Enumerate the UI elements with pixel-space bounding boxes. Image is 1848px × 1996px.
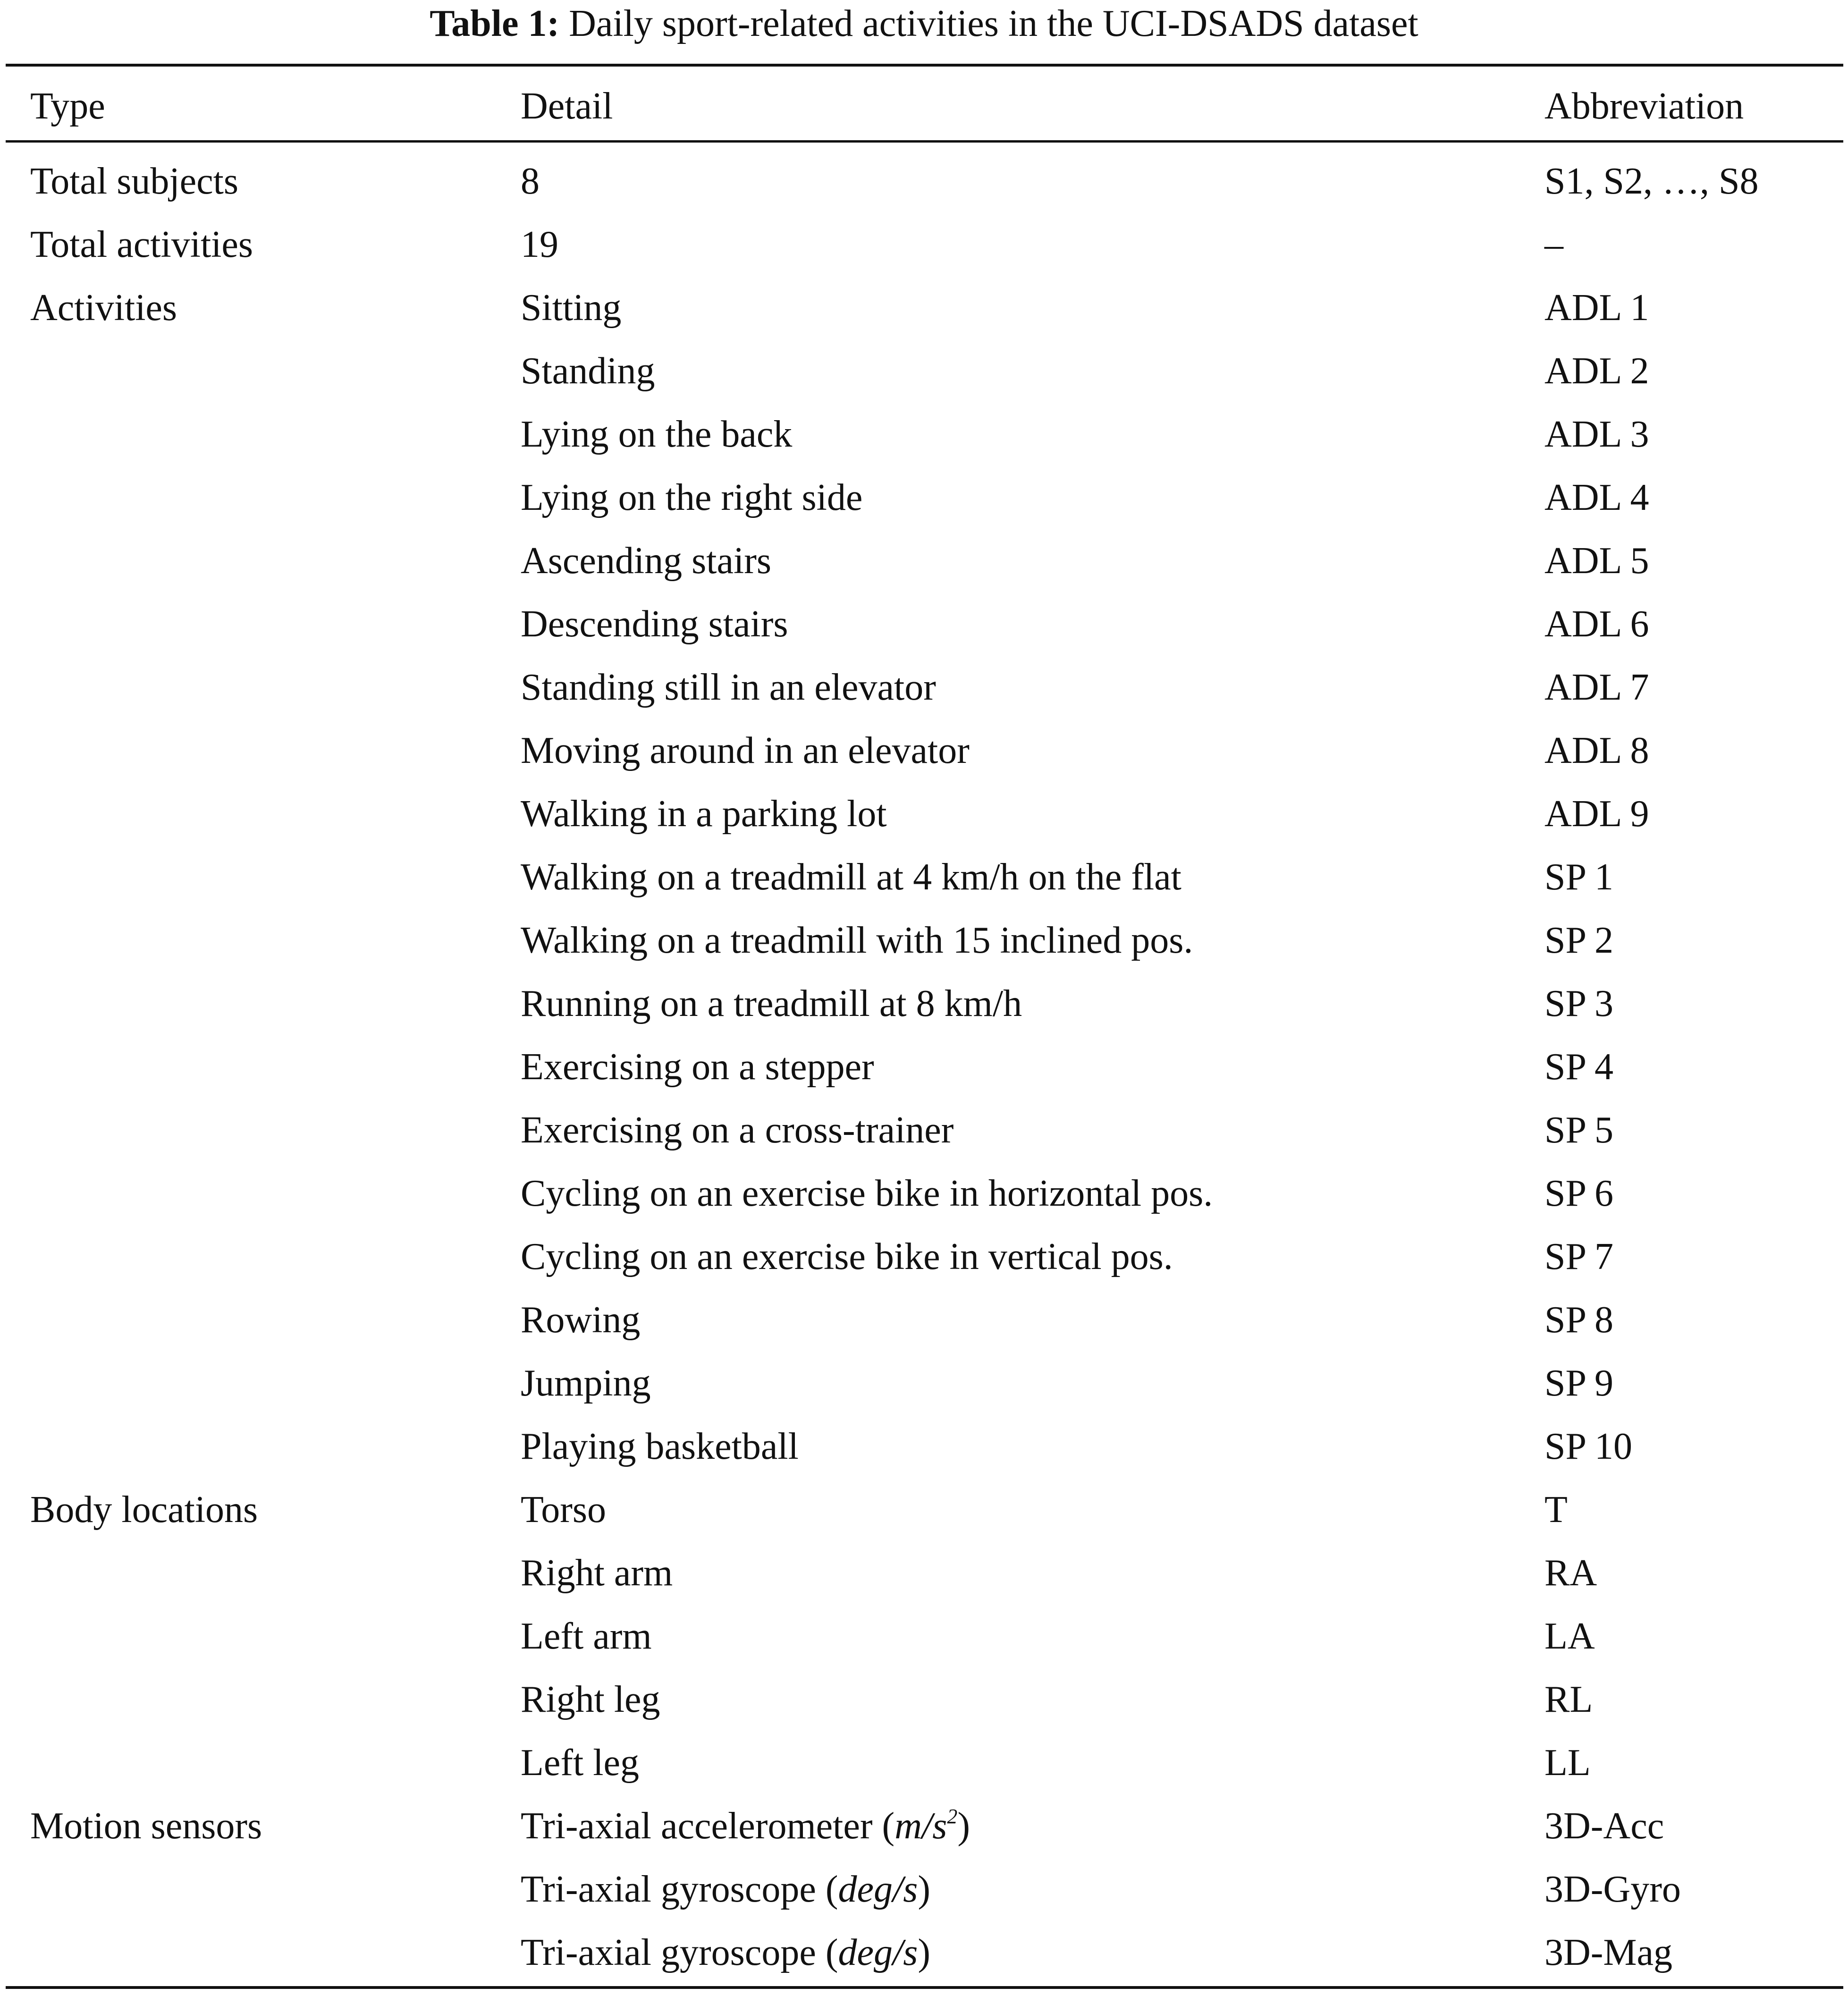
detail-text: Walking on a treadmill at 4 km/h on the flat [521, 856, 1181, 898]
detail-text: Cycling on an exercise bike in horizontal pos. [521, 1173, 1213, 1214]
detail-text: Standing [521, 350, 655, 392]
cell-abbreviation: ADL 3 [1544, 414, 1649, 455]
detail-text: Tri-axial gyroscope [521, 1869, 816, 1910]
cell-abbreviation: SP 2 [1544, 920, 1614, 961]
detail-text: Tri-axial accelerometer [521, 1805, 873, 1847]
table-row [0, 909, 1848, 972]
cell-detail [521, 1035, 874, 1099]
cell-detail [521, 1668, 660, 1731]
detail-text: Lying on the right side [521, 477, 863, 518]
table-body [0, 150, 1848, 1984]
cell-detail [521, 1162, 1213, 1225]
cell-abbreviation: SP 6 [1544, 1173, 1614, 1214]
table-row [0, 1605, 1848, 1668]
cell-abbreviation: SP 9 [1544, 1362, 1614, 1404]
cell-abbreviation: ADL 8 [1544, 730, 1649, 771]
table-header-row [0, 75, 1848, 138]
detail-text: Jumping [521, 1362, 651, 1404]
cell-abbreviation: SP 1 [1544, 856, 1614, 898]
table-row [0, 276, 1848, 339]
table-row [0, 1288, 1848, 1352]
cell-abbreviation: SP 10 [1544, 1426, 1633, 1467]
detail-text: Ascending stairs [521, 540, 772, 582]
detail-text: Torso [521, 1489, 607, 1531]
cell-abbreviation: – [1544, 224, 1563, 265]
table-row [0, 213, 1848, 276]
table-row [0, 656, 1848, 719]
cell-abbreviation: ADL 1 [1544, 287, 1649, 329]
detail-text: Descending stairs [521, 603, 788, 645]
detail-text: Playing basketball [521, 1426, 799, 1467]
caption-label: Table 1: [430, 3, 560, 44]
table-row [0, 1668, 1848, 1731]
table-row [0, 719, 1848, 782]
unit-exponent [947, 1805, 957, 1828]
table-caption [0, 0, 1848, 47]
cell-type: Body locations [30, 1489, 258, 1531]
cell-detail [521, 972, 1022, 1035]
cell-detail [521, 782, 887, 846]
cell-detail [521, 529, 771, 592]
detail-text: Walking in a parking lot [521, 793, 887, 835]
table-row [0, 1225, 1848, 1288]
cell-detail [521, 1605, 652, 1668]
table-row [0, 403, 1848, 466]
cell-abbreviation: T [1544, 1489, 1568, 1531]
cell-abbreviation: SP 4 [1544, 1046, 1614, 1088]
detail-text: Right arm [521, 1552, 673, 1594]
cell-abbreviation: ADL 6 [1544, 603, 1649, 645]
cell-detail: Tri-axial accelerometer $(m/s^2)$ [521, 1804, 970, 1847]
detail-unit: deg/s [838, 1869, 918, 1910]
table-row [0, 1415, 1848, 1478]
detail-text: Lying on the back [521, 414, 793, 455]
cell-abbreviation: S1, S2, …, S8 [1544, 161, 1759, 202]
cell-abbreviation: SP 3 [1544, 983, 1614, 1024]
table-row [0, 1921, 1848, 1984]
detail-text: Exercising on a stepper [521, 1046, 874, 1088]
cell-abbreviation: ADL 5 [1544, 540, 1649, 582]
cell-detail [521, 846, 1181, 909]
table-row [0, 1731, 1848, 1794]
table-row [0, 846, 1848, 909]
detail-unit: deg/s [838, 1932, 918, 1973]
cell-abbreviation: RL [1544, 1679, 1593, 1720]
cell-abbreviation: LA [1544, 1615, 1595, 1657]
header-type: Type [30, 85, 105, 127]
unit-exponent-text: 2 [947, 1804, 958, 1828]
cell-abbreviation: SP 5 [1544, 1109, 1614, 1151]
detail-unit: m/s [894, 1805, 947, 1847]
cell-detail [521, 1731, 639, 1794]
detail-text: Right leg [521, 1679, 660, 1720]
cell-abbreviation: LL [1544, 1742, 1591, 1784]
top-rule [6, 64, 1843, 67]
detail-text: Moving around in an elevator [521, 730, 970, 771]
cell-detail [521, 1541, 673, 1605]
cell-detail [521, 1225, 1173, 1288]
cell-abbreviation: RA [1544, 1552, 1597, 1594]
header-abbreviation: Abbreviation [1544, 85, 1744, 127]
detail-text: 8 [521, 161, 540, 202]
detail-text: Left leg [521, 1742, 639, 1784]
table-row [0, 1858, 1848, 1921]
detail-text: Standing still in an elevator [521, 667, 936, 708]
cell-abbreviation: ADL 2 [1544, 350, 1649, 392]
cell-detail [521, 1352, 651, 1415]
cell-abbreviation: 3D-Acc [1544, 1805, 1664, 1847]
cell-abbreviation: ADL 9 [1544, 793, 1649, 835]
cell-detail: Tri-axial gyroscope (deg/s) [521, 1932, 930, 1973]
detail-text: Tri-axial gyroscope [521, 1932, 816, 1973]
cell-detail [521, 339, 655, 403]
table-row [0, 1794, 1848, 1858]
cell-detail [521, 1415, 799, 1478]
cell-abbreviation: 3D-Gyro [1544, 1869, 1681, 1910]
cell-detail [521, 213, 558, 276]
cell-detail: Tri-axial gyroscope (deg/s) [521, 1869, 930, 1910]
table-row [0, 782, 1848, 846]
detail-text: 19 [521, 224, 558, 265]
cell-detail [521, 719, 970, 782]
header-rule [6, 140, 1843, 143]
detail-text: Rowing [521, 1299, 641, 1341]
table-row [0, 1162, 1848, 1225]
table-row [0, 592, 1848, 656]
cell-type: Total activities [30, 224, 253, 265]
cell-abbreviation: SP 7 [1544, 1236, 1614, 1277]
detail-text: Sitting [521, 287, 622, 329]
table-row [0, 529, 1848, 592]
detail-text: Cycling on an exercise bike in vertical pos. [521, 1236, 1173, 1277]
cell-abbreviation: ADL 7 [1544, 667, 1649, 708]
cell-detail [521, 1478, 606, 1541]
table-row [0, 150, 1848, 213]
table-row [0, 1099, 1848, 1162]
cell-detail [521, 150, 540, 213]
cell-detail [521, 1099, 954, 1162]
cell-type: Activities [30, 287, 177, 329]
table-row [0, 1035, 1848, 1099]
cell-type: Total subjects [30, 161, 238, 202]
detail-text: Left arm [521, 1615, 652, 1657]
cell-detail [521, 656, 936, 719]
cell-abbreviation: SP 8 [1544, 1299, 1614, 1341]
table-row [0, 466, 1848, 529]
table-row [0, 1478, 1848, 1541]
table-row [0, 972, 1848, 1035]
detail-text: Exercising on a cross-trainer [521, 1109, 954, 1151]
table-row [0, 1352, 1848, 1415]
cell-detail [521, 909, 1193, 972]
cell-abbreviation: 3D-Mag [1544, 1932, 1673, 1973]
cell-type: Motion sensors [30, 1805, 262, 1847]
cell-detail [521, 276, 621, 339]
detail-text: Walking on a treadmill with 15 inclined pos. [521, 920, 1193, 961]
cell-detail [521, 466, 862, 529]
cell-detail [521, 403, 792, 466]
detail-text: Running on a treadmill at 8 km/h [521, 983, 1022, 1024]
cell-detail [521, 592, 788, 656]
header-detail: Detail [521, 85, 613, 127]
caption-text: Daily sport-related activities in the UCI-DSADS dataset [569, 3, 1418, 44]
table-row [0, 339, 1848, 403]
cell-detail [521, 1288, 640, 1352]
cell-abbreviation: ADL 4 [1544, 477, 1649, 518]
bottom-rule [6, 1986, 1843, 1989]
table-row [0, 1541, 1848, 1605]
